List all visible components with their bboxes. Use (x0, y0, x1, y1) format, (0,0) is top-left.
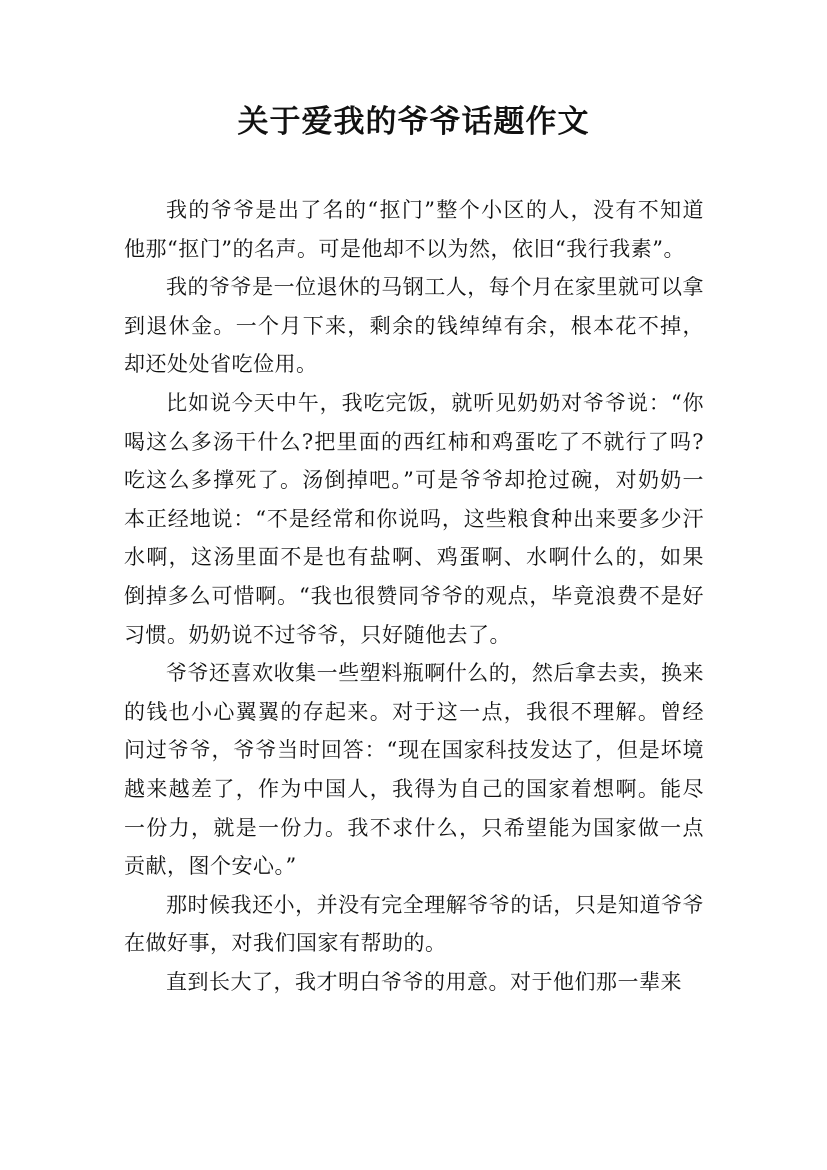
paragraph-3: 比如说今天中午，我吃完饭，就听见奶奶对爷爷说：“你喝这么多汤干什么?把里面的西红柿和鸡蛋吃了不就行了吗?吃这么多撑死了。汤倒掉吧。”可是爷爷却抢过碗，对奶奶一本正经地说：“不是经常和你说吗，这些粮食种出来要多少汗水啊，这汤里面不是也有盐啊、鸡蛋啊、水啊什么的，如果倒掉多么可惜啊。“我也很赞同爷爷的观点，毕竟浪费不是好习惯。奶奶说不过爷爷，只好随他去了。 (124, 390, 704, 647)
document-title: 关于爱我的爷爷话题作文 (237, 104, 590, 140)
document-body (124, 191, 704, 1001)
paragraph-6: 直到长大了，我才明白爷爷的用意。对于他们那一辈来 (166, 969, 682, 994)
paragraph-4: 爷爷还喜欢收集一些塑料瓶啊什么的，然后拿去卖，换来的钱也小心翼翼的存起来。对于这一点，我很不理解。曾经问过爷爷，爷爷当时回答：“现在国家科技发达了，但是坏境越来越差了，作为中国人，我得为自己的国家着想啊。能尽一份力，就是一份力。我不求什么，只希望能为国家做一点贡献，图个安心。” (124, 661, 704, 879)
paragraph-5: 那时候我还小，并没有完全理解爷爷的话，只是知道爷爷在做好事，对我们国家有帮助的。 (124, 892, 704, 956)
paragraph-1: 我的爷爷是出了名的“抠门”整个小区的人，没有不知道他那“抠门”的名声。可是他却不以为然，依旧“我行我素”。 (124, 198, 704, 261)
paragraph-2: 我的爷爷是一位退休的马钢工人，每个月在家里就可以拿到退休金。一个月下来，剩余的钱绰绰有余，根本花不掉，却还处处省吃俭用。 (124, 275, 704, 377)
